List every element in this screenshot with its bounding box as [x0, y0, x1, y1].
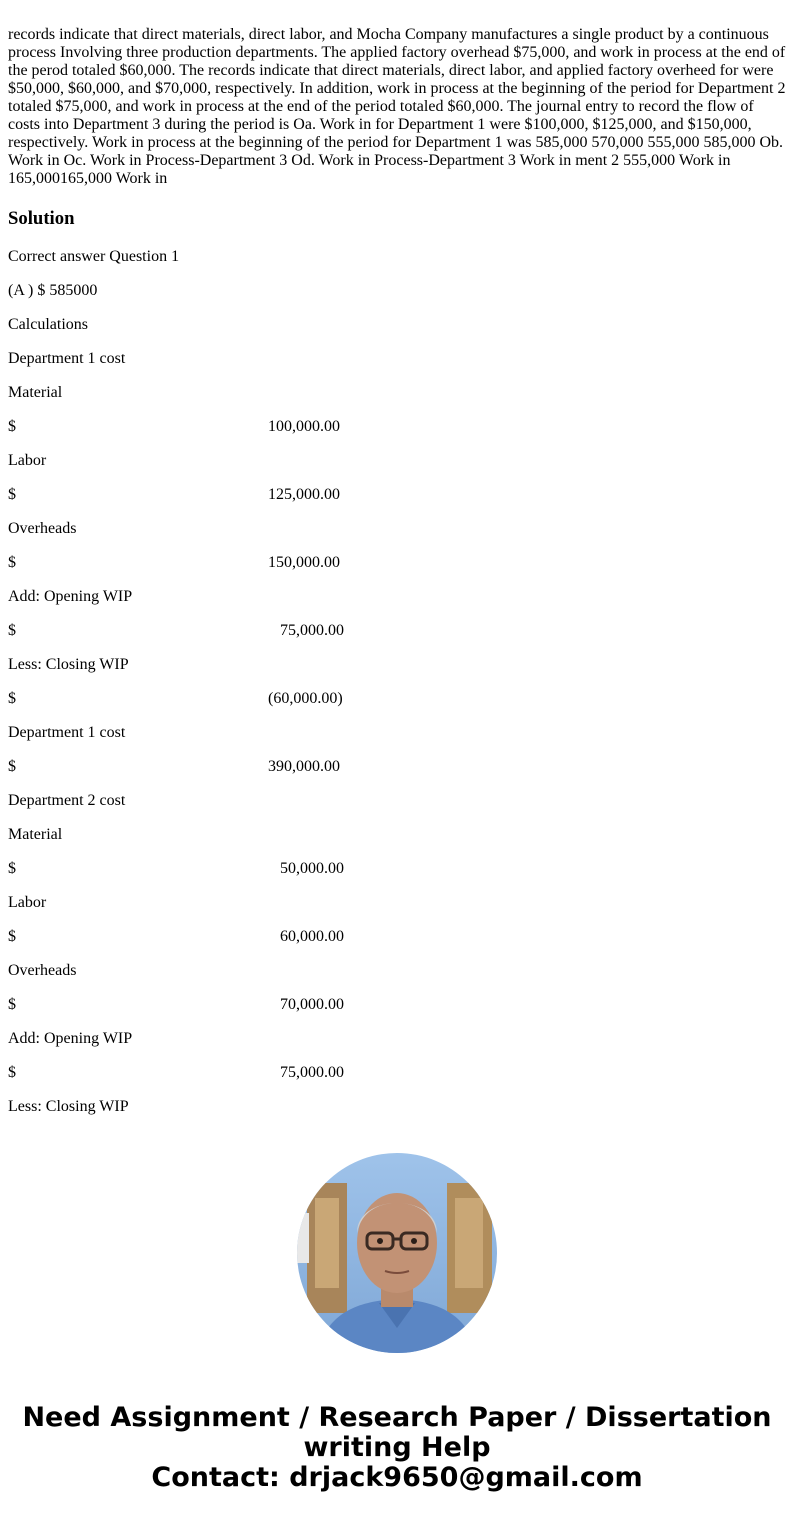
dept2-opening-wip-label: Add: Opening WIP	[8, 1030, 133, 1047]
amount-value: 75,000.00	[280, 622, 344, 639]
person-portrait-icon	[297, 1153, 497, 1353]
dept2-overheads-label: Overheads	[8, 962, 77, 979]
dept1-labor-row	[8, 486, 786, 504]
amount-value: 50,000.00	[280, 860, 344, 877]
dept1-total-row	[8, 758, 786, 776]
dept1-overheads-row	[8, 554, 786, 572]
dept1-overheads-label: Overheads	[8, 520, 77, 537]
amount-value: 100,000.00	[268, 418, 340, 435]
document-body	[8, 26, 786, 1116]
answer-text: (A ) $ 585000	[8, 282, 98, 299]
dept2-overheads-row	[8, 996, 786, 1014]
currency-symbol: $	[8, 690, 16, 707]
currency-symbol: $	[8, 1064, 16, 1081]
currency-symbol: $	[8, 758, 16, 775]
avatar	[297, 1153, 497, 1353]
dept1-labor-label: Labor	[8, 452, 47, 469]
correct-answer-label: Correct answer Question 1	[8, 248, 180, 265]
dept1-total-label: Department 1 cost	[8, 724, 126, 741]
amount-value: 125,000.00	[268, 486, 340, 503]
question-text: records indicate that direct materials, direct labor, and Mocha Company manufactures a single product by a continuous process Involving three production departments. The applied factory overhead $75,000, and work in process at the end of the perod totaled $60,000. The records indicate that direct materials, direct labor, and applied factory overheed for were $50,000, $60,000, and $70,000, respectively. In addition, work in process at the beginning of the period for Department 2 totaled $75,000, and work in process at the end of the period totaled $60,000. The journal entry to record the flow of costs into Department 3 during the period is Oa. Work in for Department 1 were $100,000, $125,000, and $150,000, respectively. Work in process at the beginning of the period for Department 1 was 585,000 570,000 555,000 585,000 Ob. Work in Oc. Work in Process-Department 3 Od. Work in Process-Department 3 Work in ment 2 555,000 Work in 165,000165,000 Work in	[8, 26, 786, 187]
dept1-opening-wip-row	[8, 622, 786, 640]
currency-symbol: $	[8, 996, 16, 1013]
dept2-labor-label: Labor	[8, 894, 47, 911]
currency-symbol: $	[8, 418, 16, 435]
dept1-material-row	[8, 418, 786, 436]
dept2-opening-wip-row	[8, 1064, 786, 1082]
currency-symbol: $	[8, 554, 16, 571]
banner-line-2: writing Help	[303, 1432, 491, 1463]
currency-symbol: $	[8, 860, 16, 877]
dept1-closing-wip-row	[8, 690, 786, 708]
currency-symbol: $	[8, 622, 16, 639]
dept1-opening-wip-label: Add: Opening WIP	[8, 588, 133, 605]
amount-value: 390,000.00	[268, 758, 340, 775]
amount-value: (60,000.00)	[268, 690, 343, 707]
contact-banner	[0, 1403, 794, 1493]
dept2-closing-wip-label: Less: Closing WIP	[8, 1098, 129, 1115]
amount-value: 60,000.00	[280, 928, 344, 945]
currency-symbol: $	[8, 928, 16, 945]
dept2-labor-row	[8, 928, 786, 946]
dept2-material-label: Material	[8, 826, 63, 843]
amount-value: 150,000.00	[268, 554, 340, 571]
solution-heading: Solution	[8, 208, 75, 229]
banner-line-1: Need Assignment / Research Paper / Dissertation	[22, 1402, 772, 1433]
currency-symbol: $	[8, 486, 16, 503]
dept1-title: Department 1 cost	[8, 350, 126, 367]
amount-value: 75,000.00	[280, 1064, 344, 1081]
dept2-title: Department 2 cost	[8, 792, 126, 809]
dept1-closing-wip-label: Less: Closing WIP	[8, 656, 129, 673]
amount-value: 70,000.00	[280, 996, 344, 1013]
banner-contact-line: Contact: drjack9650@gmail.com	[151, 1462, 643, 1493]
calculations-label: Calculations	[8, 316, 88, 333]
dept1-material-label: Material	[8, 384, 63, 401]
dept2-material-row	[8, 860, 786, 878]
